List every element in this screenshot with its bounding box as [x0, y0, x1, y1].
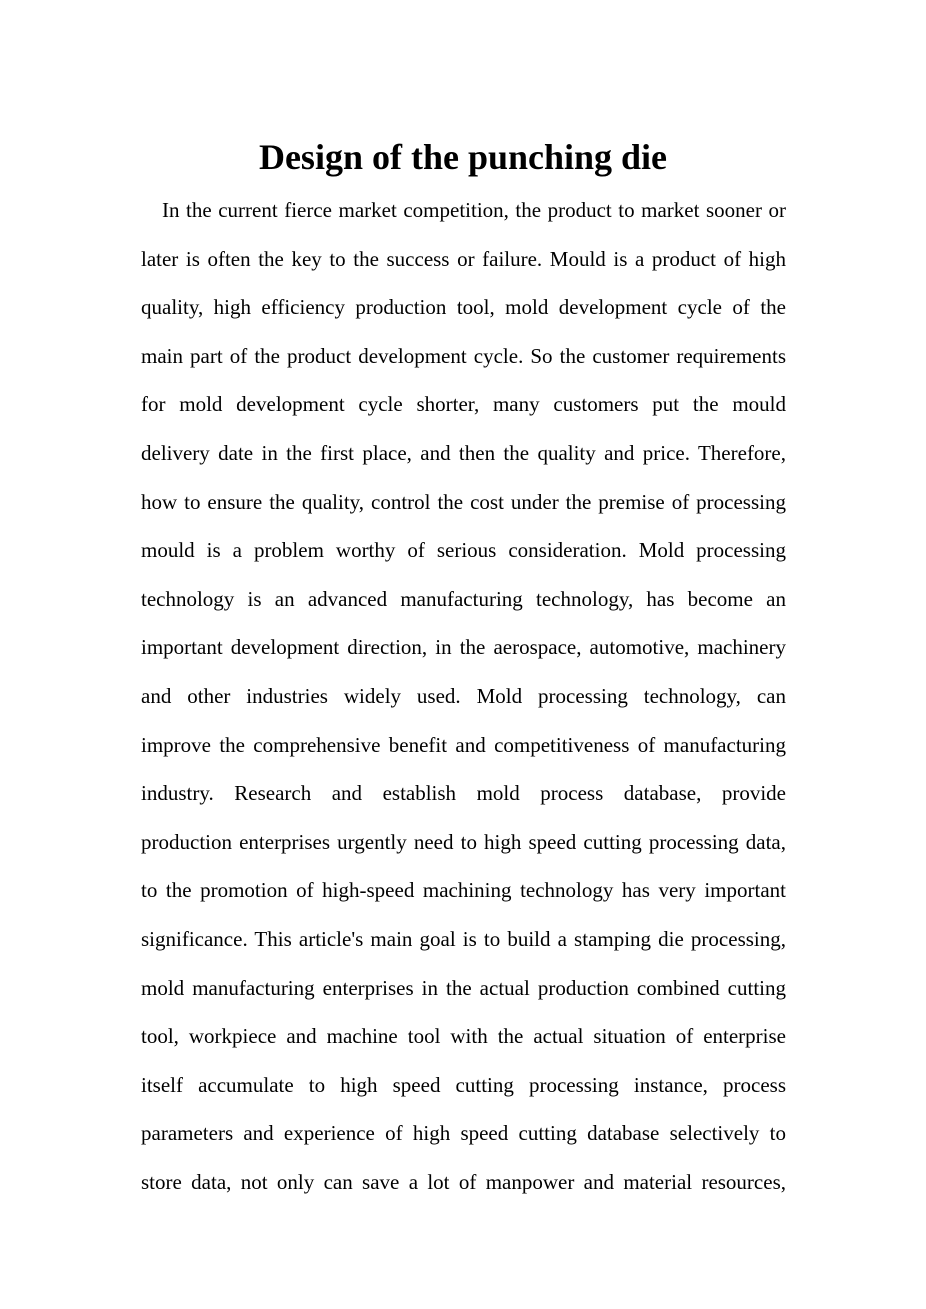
- paragraph-line: production enterprises urgently need to high speed cutting processing data,: [141, 829, 786, 854]
- paragraph-line: industry. Research and establish mold process database, provide: [141, 781, 786, 806]
- paragraph-line: how to ensure the quality, control the cost under the premise of processing: [141, 489, 786, 514]
- paragraph-line: and other industries widely used. Mold processing technology, can: [141, 683, 786, 708]
- paragraph-line: mould is a problem worthy of serious consideration. Mold processing: [141, 538, 786, 563]
- paragraph-line: technology is an advanced manufacturing technology, has become an: [141, 586, 786, 611]
- paragraph-line: main part of the product development cycle. So the customer requirements: [141, 343, 786, 368]
- paragraph-line: important development direction, in the aerospace, automotive, machinery: [141, 635, 786, 660]
- paragraph-line: In the current fierce market competition, the product to market sooner or: [162, 198, 786, 222]
- paragraph-line: for mold development cycle shorter, many customers put the mould: [141, 392, 786, 417]
- paragraph-line: improve the comprehensive benefit and competitiveness of manufacturing: [141, 732, 786, 757]
- paragraph-line: tool, workpiece and machine tool with the actual situation of enterprise: [141, 1024, 786, 1049]
- paragraph-line: quality, high efficiency production tool, mold development cycle of the: [141, 295, 786, 320]
- document-title: Design of the punching die: [258, 137, 668, 177]
- paragraph-line: to the promotion of high-speed machining technology has very important: [141, 878, 786, 903]
- body-paragraph: [141, 186, 786, 1206]
- paragraph-line: significance. This article's main goal is to build a stamping die processing,: [141, 926, 786, 951]
- paragraph-line: parameters and experience of high speed cutting database selectively to: [141, 1121, 786, 1146]
- paragraph-line: later is often the key to the success or failure. Mould is a product of high: [141, 246, 786, 271]
- paragraph-line: itself accumulate to high speed cutting processing instance, process: [141, 1072, 786, 1097]
- paragraph-line: delivery date in the first place, and then the quality and price. Therefore,: [141, 440, 786, 465]
- paragraph-line: mold manufacturing enterprises in the actual production combined cutting: [141, 975, 786, 1000]
- paragraph-line: store data, not only can save a lot of manpower and material resources,: [141, 1169, 786, 1194]
